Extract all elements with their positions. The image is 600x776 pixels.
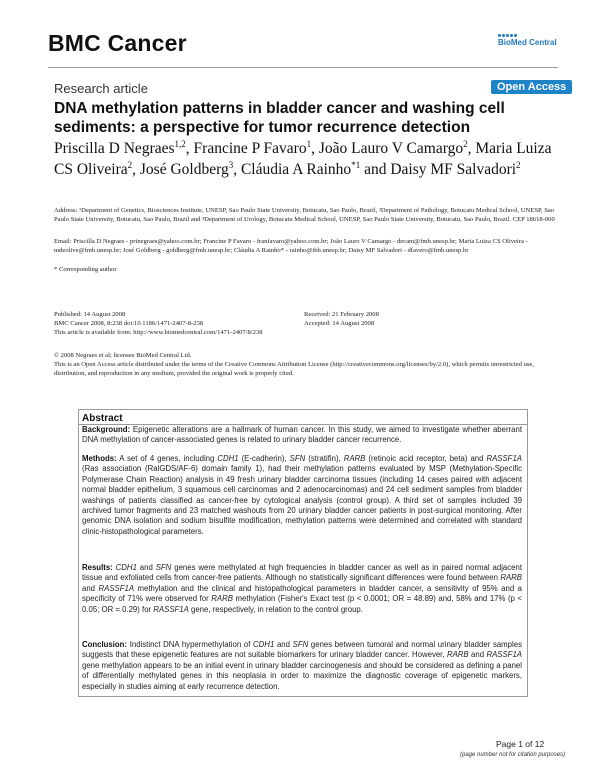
author-emails[interactable]: Email: Priscilla D Negraes - prinegraes@yahoo.com.br; Francine P Favaro - franfavaro@yahoo.com.br; João Lauro V Camargo - decam@fmb.unesp.br; Maria Luiza CS Oliveira - mdeolive@fmb.unesp.br; José Goldberg - goldberg@fmb.unesp.br; Cláudia A Rainho* - rainho@ibb.unesp.br; Daisy MF Salvadori - dfavero@fmb.unesp.br [54,238,528,254]
page-number: Page 1 of 12 [496,739,545,749]
abstract-background: Background: Epigenetic alterations are a hallmark of human cancer. In this study, we aimed to investigate whether aberrant DNA methylation of cancer-associated genes is related to urinary bladder cancer recurrence. [82,425,522,445]
article-type: Research article [54,81,148,96]
affiliation-mark: 1 [306,139,312,149]
author-name[interactable]: João Lauro V Camargo [318,140,464,158]
received-accepted-info [304,310,504,328]
license-text[interactable]: This is an Open Access article distributed under the terms of the Creative Commons Attribution License (http://creativecommons.org/licenses/by/2.0), which permits unrestricted use, distribution, and reproduction in any medium, provided the original work is properly cited. [54,361,535,377]
author-name[interactable]: José Goldberg [139,161,229,179]
author-name[interactable]: Maria Luiza CS Oliveira [54,140,552,179]
journal-title: BMC Cancer [48,30,187,56]
affiliation-mark: 2 [516,160,521,171]
abstract-results: Results: CDH1 and SFN genes were methylated at high frequencies in bladder cancer as well as in paired normal adjacent tissue and exfoliated cells from cancer-free patients. Although no statistically significant differences were found between RARB and RASSF1A methylation and the clinical and histopathological parameters in bladder cancer, a sensitivity of 95% and a specificity of 71% were observed for RARB methylation (Fisher's Exact test (p < 0.0001; OR = 48.89) and, 58% and 17% (p < 0.05; OR = 0.29) for RASSF1A gene, respectively, in relation to the control group. [82,563,522,614]
received-date: Received: 21 February 2008 [304,311,379,318]
author-list: Priscilla D Negraes$^{1,2}$, Francine P Favaro$^1$, João Lauro V Camargo$^2$, Maria Luiza CS Oliveira$^2$, José Goldberg$^3$, Cláudia A Rainho$^{*1}$ and Daisy MF Salvadori$^2$ [54,139,552,179]
author-name[interactable]: Daisy MF Salvadori [390,161,517,179]
publication-info [54,310,294,328]
copyright-line: © 2008 Negraes et al; licensee BioMed Central Ltd. [54,352,192,359]
citation: BMC Cancer 2008, 8:238 doi:10.1186/1471-2407-8-238 [54,320,204,327]
author-name[interactable]: Priscilla D Negraes [54,140,175,158]
open-access-badge: Open Access [491,80,572,94]
affiliation-address: Address: ¹Department of Genetics, Biosciences Institute, UNESP, Sao Paulo State University, Botucatu, Sao Paulo, Brazil, ²Department of Pathology, Botucatu Medical School, UNESP, Sao Paulo State University, Botucatu, Sao Paulo, Brazil and ³Department of Urology, Botucatu Medical School, UNESP, Sao Paulo State University, Botucatu, Sao Paulo, Brazil. CEP 18618-000 [54,207,555,223]
logo-dots-icon [498,34,558,37]
biomed-central-logo [498,34,558,52]
published-date: Published: 14 August 2008 [54,311,126,318]
accepted-date: Accepted: 14 August 2008 [304,320,375,327]
affiliation-mark: *1 [351,160,361,171]
abstract-methods: Methods: A set of 4 genes, including CDH1 (E-cadherin), SFN (stratifin), RARB (retinoic acid receptor, beta) and RASSF1A (Ras association (RalGDS/AF-6) domain family 1), had their methylation patterns evaluated by MSP (Methylation-Specific Polymerase Chain Reaction) analysis in 49 fresh urinary bladder carcinoma tissues (including 14 cases paired with adjacent normal bladder epithelium, 3 squamous cell carcinomas and 2 adenocarcinomas) and 24 cell sediment samples from bladder washings of patients classified as cancer-free by cytological analysis (control group). A third set of samples included 39 archived tumor fragments and 23 matched washouts from 20 urinary bladder cancer patients in post-surgical monitoring. After genomic DNA isolation and sodium bisulfite modification, methylation patterns were determined and correlated with standard clinic-histopathological parameters. [82,454,522,536]
author-name[interactable]: Francine P Favaro [193,140,307,158]
article-title: DNA methylation patterns in bladder cancer and washing cell sediments: a perspective for tumor recurrence detection [54,100,505,136]
abstract-heading: Abstract [82,413,123,424]
affiliation-mark: 1,2 [174,139,186,149]
author-name[interactable]: Cláudia A Rainho [240,161,352,179]
header-rule [48,67,558,68]
affiliation-mark: 3 [228,160,234,171]
article-url[interactable]: This article is available from: http://www.biomedcentral.com/1471-2407/8/238 [54,329,263,336]
affiliation-mark: 2 [127,160,133,171]
logo-text: BioMed Central [498,38,557,47]
affiliation-mark: 2 [463,139,468,149]
corresponding-author-note: * Corresponding author [54,266,117,273]
page-number-note: (page number not for citation purposes) [460,752,566,758]
abstract-conclusion: Conclusion: Indistinct DNA hypermethylation of CDH1 and SFN genes between tumoral and normal urinary bladder samples suggests that these epigenetic features are not suitable biomarkers for urinary bladder cancer. However, RARB and RASSF1A gene methylation appears to be an initial event in urinary bladder carcinogenesis and should be considered as defining a panel of differentially methylated genes in this neoplasia in order to maximize the diagnostic coverage of epigenetic markers, especially in studies aiming at early recurrence detection. [82,640,522,691]
